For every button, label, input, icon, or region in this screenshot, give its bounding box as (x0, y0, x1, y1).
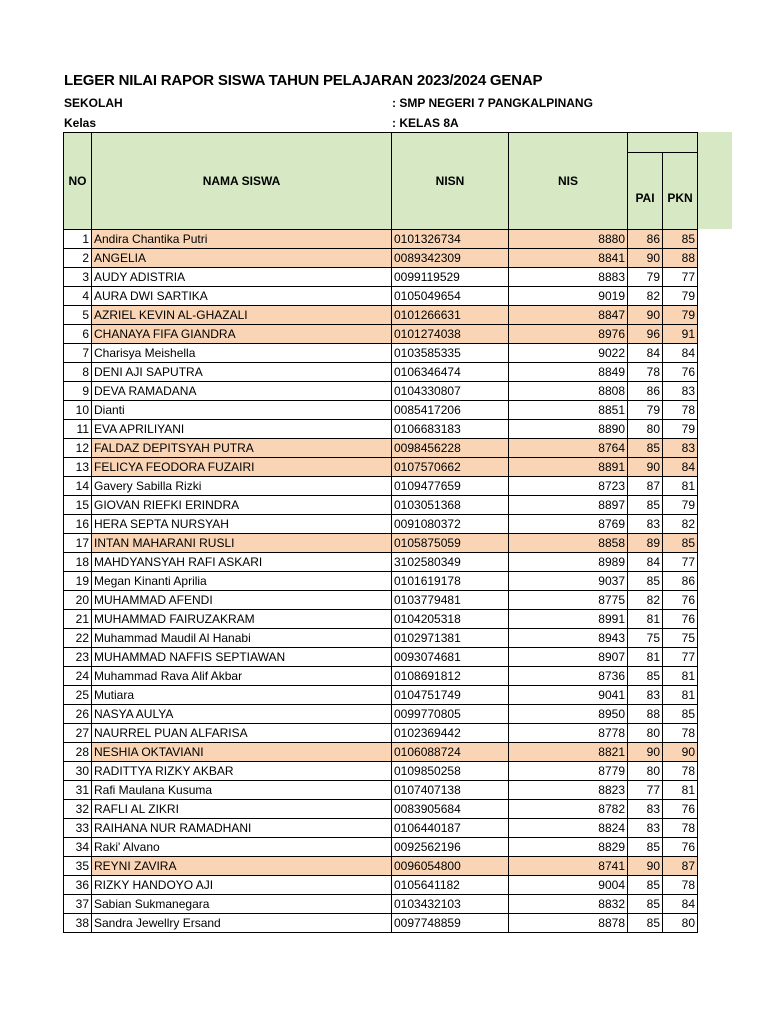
cell-nisn: 0106088724 (392, 743, 509, 762)
cell-nis: 8878 (509, 914, 628, 933)
cell-no: 32 (64, 800, 92, 819)
cell-pkn: 76 (663, 363, 698, 382)
cell-pai: 85 (628, 667, 663, 686)
cell-no: 5 (64, 306, 92, 325)
cell-pkn: 85 (663, 705, 698, 724)
cell-no: 3 (64, 268, 92, 287)
cell-nama: RADITTYA RIZKY AKBAR (92, 762, 392, 781)
cell-no: 10 (64, 401, 92, 420)
cell-pai: 79 (628, 401, 663, 420)
cell-pkn: 85 (663, 230, 698, 249)
cell-nisn: 0102369442 (392, 724, 509, 743)
cell-pkn: 77 (663, 268, 698, 287)
cell-nis: 8824 (509, 819, 628, 838)
cell-nisn: 0085417206 (392, 401, 509, 420)
cell-no: 38 (64, 914, 92, 933)
cell-nis: 8829 (509, 838, 628, 857)
table-row (64, 762, 698, 781)
cell-pkn: 82 (663, 515, 698, 534)
cell-nama: Raki' Alvano (92, 838, 392, 857)
cell-no: 31 (64, 781, 92, 800)
cell-no: 27 (64, 724, 92, 743)
table-row (64, 629, 698, 648)
cell-nisn: 0103779481 (392, 591, 509, 610)
cell-nama: Dianti (92, 401, 392, 420)
cell-nisn: 0103051368 (392, 496, 509, 515)
table-row (64, 895, 698, 914)
table-row (64, 553, 698, 572)
cell-nama: MAHDYANSYAH RAFI ASKARI (92, 553, 392, 572)
cell-pkn: 84 (663, 344, 698, 363)
cell-pai: 89 (628, 534, 663, 553)
cell-pkn: 77 (663, 553, 698, 572)
cell-no: 1 (64, 230, 92, 249)
table-row (64, 591, 698, 610)
table-row (64, 439, 698, 458)
cell-nisn: 3102580349 (392, 553, 509, 572)
cell-pkn: 81 (663, 667, 698, 686)
table-row (64, 287, 698, 306)
cell-nama: HERA SEPTA NURSYAH (92, 515, 392, 534)
col-header-no: NO (64, 133, 92, 230)
table-row (64, 268, 698, 287)
cell-nama: FALDAZ DEPITSYAH PUTRA (92, 439, 392, 458)
cell-pkn: 88 (663, 249, 698, 268)
cell-nisn: 0101326734 (392, 230, 509, 249)
table-row (64, 781, 698, 800)
table-row (64, 534, 698, 553)
cell-no: 16 (64, 515, 92, 534)
cell-pkn: 84 (663, 895, 698, 914)
cell-no: 36 (64, 876, 92, 895)
cell-nis: 8736 (509, 667, 628, 686)
cell-nama: GIOVAN RIEFKI ERINDRA (92, 496, 392, 515)
cell-no: 8 (64, 363, 92, 382)
cell-pkn: 90 (663, 743, 698, 762)
cell-nis: 8841 (509, 249, 628, 268)
cell-pkn: 91 (663, 325, 698, 344)
cell-no: 20 (64, 591, 92, 610)
cell-nis: 8779 (509, 762, 628, 781)
cell-nisn: 0093074681 (392, 648, 509, 667)
cell-nisn: 0106440187 (392, 819, 509, 838)
cell-no: 21 (64, 610, 92, 629)
col-header-nisn: NISN (392, 133, 509, 230)
cell-nama: Andira Chantika Putri (92, 230, 392, 249)
table-row (64, 705, 698, 724)
cell-pai: 90 (628, 249, 663, 268)
cell-nisn: 0104205318 (392, 610, 509, 629)
cell-no: 15 (64, 496, 92, 515)
cell-pai: 85 (628, 838, 663, 857)
cell-nama: FELICYA FEODORA FUZAIRI (92, 458, 392, 477)
cell-no: 9 (64, 382, 92, 401)
cell-pkn: 78 (663, 762, 698, 781)
cell-pkn: 76 (663, 591, 698, 610)
cell-nisn: 0109477659 (392, 477, 509, 496)
cell-pkn: 85 (663, 534, 698, 553)
cell-no: 28 (64, 743, 92, 762)
cell-nis: 8858 (509, 534, 628, 553)
cell-nis: 8891 (509, 458, 628, 477)
cell-pkn: 78 (663, 876, 698, 895)
cell-nama: Rafi Maulana Kusuma (92, 781, 392, 800)
cell-nama: AURA DWI SARTIKA (92, 287, 392, 306)
cell-pkn: 75 (663, 629, 698, 648)
col-header-nis: NIS (509, 133, 628, 230)
table-row (64, 914, 698, 933)
cell-pkn: 79 (663, 496, 698, 515)
cell-pkn: 78 (663, 724, 698, 743)
table-row (64, 401, 698, 420)
cell-no: 33 (64, 819, 92, 838)
cell-nisn: 0103585335 (392, 344, 509, 363)
cell-pai: 85 (628, 572, 663, 591)
cell-pkn: 78 (663, 401, 698, 420)
cell-pai: 80 (628, 762, 663, 781)
document-title: LEGER NILAI RAPOR SISWA TAHUN PELAJARAN 2023/2024 GENAP (64, 72, 543, 89)
table-row (64, 800, 698, 819)
cell-nama: Muhammad Maudil Al Hanabi (92, 629, 392, 648)
cell-pkn: 78 (663, 819, 698, 838)
cell-nis: 8883 (509, 268, 628, 287)
cell-nama: ANGELIA (92, 249, 392, 268)
col-header-group (628, 133, 698, 153)
cell-pai: 86 (628, 230, 663, 249)
cell-pai: 88 (628, 705, 663, 724)
cell-nisn: 0108691812 (392, 667, 509, 686)
cell-pai: 85 (628, 895, 663, 914)
cell-nama: RAIHANA NUR RAMADHANI (92, 819, 392, 838)
cell-nisn: 0098456228 (392, 439, 509, 458)
cell-nama: RAFLI AL ZIKRI (92, 800, 392, 819)
cell-pai: 79 (628, 268, 663, 287)
table-row (64, 819, 698, 838)
table-row (64, 325, 698, 344)
cell-nis: 8764 (509, 439, 628, 458)
cell-nisn: 0092562196 (392, 838, 509, 857)
cell-pkn: 83 (663, 382, 698, 401)
cell-pai: 87 (628, 477, 663, 496)
cell-nisn: 0101274038 (392, 325, 509, 344)
cell-no: 26 (64, 705, 92, 724)
cell-pai: 84 (628, 344, 663, 363)
col-header-nama: NAMA SISWA (92, 133, 392, 230)
sekolah-value: : SMP NEGERI 7 PANGKALPINANG (392, 96, 593, 110)
cell-pai: 85 (628, 439, 663, 458)
cell-nisn: 0083905684 (392, 800, 509, 819)
cell-nis: 8782 (509, 800, 628, 819)
cell-pai: 82 (628, 287, 663, 306)
cell-nama: Mutiara (92, 686, 392, 705)
table-row (64, 667, 698, 686)
cell-nama: MUHAMMAD FAIRUZAKRAM (92, 610, 392, 629)
table-row (64, 724, 698, 743)
cell-pai: 86 (628, 382, 663, 401)
cell-pai: 81 (628, 610, 663, 629)
cell-no: 4 (64, 287, 92, 306)
cell-pkn: 87 (663, 857, 698, 876)
cell-nama: REYNI ZAVIRA (92, 857, 392, 876)
cell-nama: MUHAMMAD AFENDI (92, 591, 392, 610)
cell-pai: 90 (628, 743, 663, 762)
cell-pai: 82 (628, 591, 663, 610)
cell-no: 37 (64, 895, 92, 914)
sekolah-label: SEKOLAH (64, 96, 123, 110)
cell-nis: 8723 (509, 477, 628, 496)
cell-nis: 8821 (509, 743, 628, 762)
cell-nis: 8832 (509, 895, 628, 914)
cell-pkn: 76 (663, 610, 698, 629)
cell-no: 34 (64, 838, 92, 857)
cell-nama: NASYA AULYA (92, 705, 392, 724)
cell-nis: 9022 (509, 344, 628, 363)
cell-pkn: 80 (663, 914, 698, 933)
cell-no: 19 (64, 572, 92, 591)
cell-no: 7 (64, 344, 92, 363)
cell-nis: 8989 (509, 553, 628, 572)
cell-no: 17 (64, 534, 92, 553)
cell-nisn: 0097748859 (392, 914, 509, 933)
cell-nis: 8991 (509, 610, 628, 629)
table-row (64, 477, 698, 496)
cell-pai: 81 (628, 648, 663, 667)
cell-pai: 90 (628, 458, 663, 477)
cell-nis: 8943 (509, 629, 628, 648)
cell-nama: RIZKY HANDOYO AJI (92, 876, 392, 895)
cell-nisn: 0107407138 (392, 781, 509, 800)
table-row (64, 648, 698, 667)
cell-nis: 8741 (509, 857, 628, 876)
table-row (64, 458, 698, 477)
cell-nis: 8769 (509, 515, 628, 534)
grades-table (63, 132, 698, 933)
cell-nama: AUDY ADISTRIA (92, 268, 392, 287)
cell-nisn: 0107570662 (392, 458, 509, 477)
cell-no: 18 (64, 553, 92, 572)
cell-pai: 84 (628, 553, 663, 572)
cell-pai: 75 (628, 629, 663, 648)
cell-nama: CHANAYA FIFA GIANDRA (92, 325, 392, 344)
cell-nisn: 0091080372 (392, 515, 509, 534)
cell-pai: 90 (628, 857, 663, 876)
table-row (64, 496, 698, 515)
cell-no: 24 (64, 667, 92, 686)
cell-nisn: 0104751749 (392, 686, 509, 705)
cell-no: 22 (64, 629, 92, 648)
table-row (64, 857, 698, 876)
cell-nisn: 0099119529 (392, 268, 509, 287)
table-row (64, 230, 698, 249)
cell-nama: NESHIA OKTAVIANI (92, 743, 392, 762)
table-row (64, 420, 698, 439)
table-row (64, 876, 698, 895)
cell-no: 12 (64, 439, 92, 458)
cell-nisn: 0104330807 (392, 382, 509, 401)
cell-no: 6 (64, 325, 92, 344)
cell-nama: Gavery Sabilla Rizki (92, 477, 392, 496)
cell-nis: 8775 (509, 591, 628, 610)
cell-nama: Charisya Meishella (92, 344, 392, 363)
table-row (64, 382, 698, 401)
cell-nis: 8890 (509, 420, 628, 439)
kelas-label: Kelas (64, 116, 97, 130)
kelas-value: : KELAS 8A (392, 116, 459, 130)
table-row (64, 515, 698, 534)
cell-nama: MUHAMMAD NAFFIS SEPTIAWAN (92, 648, 392, 667)
cell-pkn: 79 (663, 287, 698, 306)
cell-pkn: 83 (663, 439, 698, 458)
cell-pkn: 77 (663, 648, 698, 667)
cell-pai: 77 (628, 781, 663, 800)
table-row (64, 249, 698, 268)
cell-pai: 96 (628, 325, 663, 344)
cell-nis: 8897 (509, 496, 628, 515)
cell-nis: 9037 (509, 572, 628, 591)
table-row (64, 306, 698, 325)
col-header-pkn: PKN (663, 153, 698, 230)
cell-nama: INTAN MAHARANI RUSLI (92, 534, 392, 553)
cell-pai: 83 (628, 800, 663, 819)
cell-nis: 8823 (509, 781, 628, 800)
cell-nisn: 0089342309 (392, 249, 509, 268)
cell-no: 23 (64, 648, 92, 667)
table-row (64, 363, 698, 382)
cell-pkn: 76 (663, 838, 698, 857)
cell-nisn: 0096054800 (392, 857, 509, 876)
header-green-extension (697, 132, 732, 229)
cell-no: 2 (64, 249, 92, 268)
cell-pkn: 86 (663, 572, 698, 591)
cell-pkn: 84 (663, 458, 698, 477)
table-row (64, 610, 698, 629)
cell-pai: 83 (628, 819, 663, 838)
cell-pai: 85 (628, 496, 663, 515)
cell-pkn: 81 (663, 477, 698, 496)
cell-pai: 85 (628, 914, 663, 933)
cell-pai: 80 (628, 420, 663, 439)
cell-nis: 8976 (509, 325, 628, 344)
cell-nis: 8847 (509, 306, 628, 325)
cell-nis: 8778 (509, 724, 628, 743)
cell-pai: 80 (628, 724, 663, 743)
cell-nis: 8907 (509, 648, 628, 667)
cell-no: 30 (64, 762, 92, 781)
cell-pai: 83 (628, 515, 663, 534)
cell-nama: Megan Kinanti Aprilia (92, 572, 392, 591)
cell-no: 13 (64, 458, 92, 477)
cell-nis: 9004 (509, 876, 628, 895)
cell-pai: 83 (628, 686, 663, 705)
table-body (64, 230, 698, 933)
cell-nis: 8849 (509, 363, 628, 382)
table-row (64, 743, 698, 762)
cell-no: 25 (64, 686, 92, 705)
cell-nisn: 0106346474 (392, 363, 509, 382)
table-row (64, 572, 698, 591)
cell-nisn: 0109850258 (392, 762, 509, 781)
cell-nisn: 0101266631 (392, 306, 509, 325)
cell-nisn: 0101619178 (392, 572, 509, 591)
cell-nama: DEVA RAMADANA (92, 382, 392, 401)
col-header-pai: PAI (628, 153, 663, 230)
table-row (64, 686, 698, 705)
cell-nama: EVA APRILIYANI (92, 420, 392, 439)
cell-nis: 8851 (509, 401, 628, 420)
cell-nama: NAURREL PUAN ALFARISA (92, 724, 392, 743)
cell-nisn: 0102971381 (392, 629, 509, 648)
cell-nisn: 0105641182 (392, 876, 509, 895)
cell-pkn: 79 (663, 306, 698, 325)
cell-nis: 8950 (509, 705, 628, 724)
cell-nama: Muhammad Rava Alif Akbar (92, 667, 392, 686)
cell-pai: 85 (628, 876, 663, 895)
cell-pai: 78 (628, 363, 663, 382)
cell-nisn: 0105875059 (392, 534, 509, 553)
cell-nisn: 0099770805 (392, 705, 509, 724)
cell-pkn: 81 (663, 686, 698, 705)
cell-pai: 90 (628, 306, 663, 325)
cell-nisn: 0105049654 (392, 287, 509, 306)
table-row (64, 344, 698, 363)
cell-nisn: 0106683183 (392, 420, 509, 439)
cell-nisn: 0103432103 (392, 895, 509, 914)
cell-no: 11 (64, 420, 92, 439)
cell-no: 14 (64, 477, 92, 496)
cell-nama: Sabian Sukmanegara (92, 895, 392, 914)
cell-nis: 9041 (509, 686, 628, 705)
cell-nis: 8808 (509, 382, 628, 401)
cell-pkn: 79 (663, 420, 698, 439)
cell-nis: 9019 (509, 287, 628, 306)
cell-nama: DENI AJI SAPUTRA (92, 363, 392, 382)
cell-pkn: 76 (663, 800, 698, 819)
cell-no: 35 (64, 857, 92, 876)
cell-nis: 8880 (509, 230, 628, 249)
cell-nama: Sandra Jewellry Ersand (92, 914, 392, 933)
cell-nama: AZRIEL KEVIN AL-GHAZALI (92, 306, 392, 325)
table-row (64, 838, 698, 857)
cell-pkn: 81 (663, 781, 698, 800)
